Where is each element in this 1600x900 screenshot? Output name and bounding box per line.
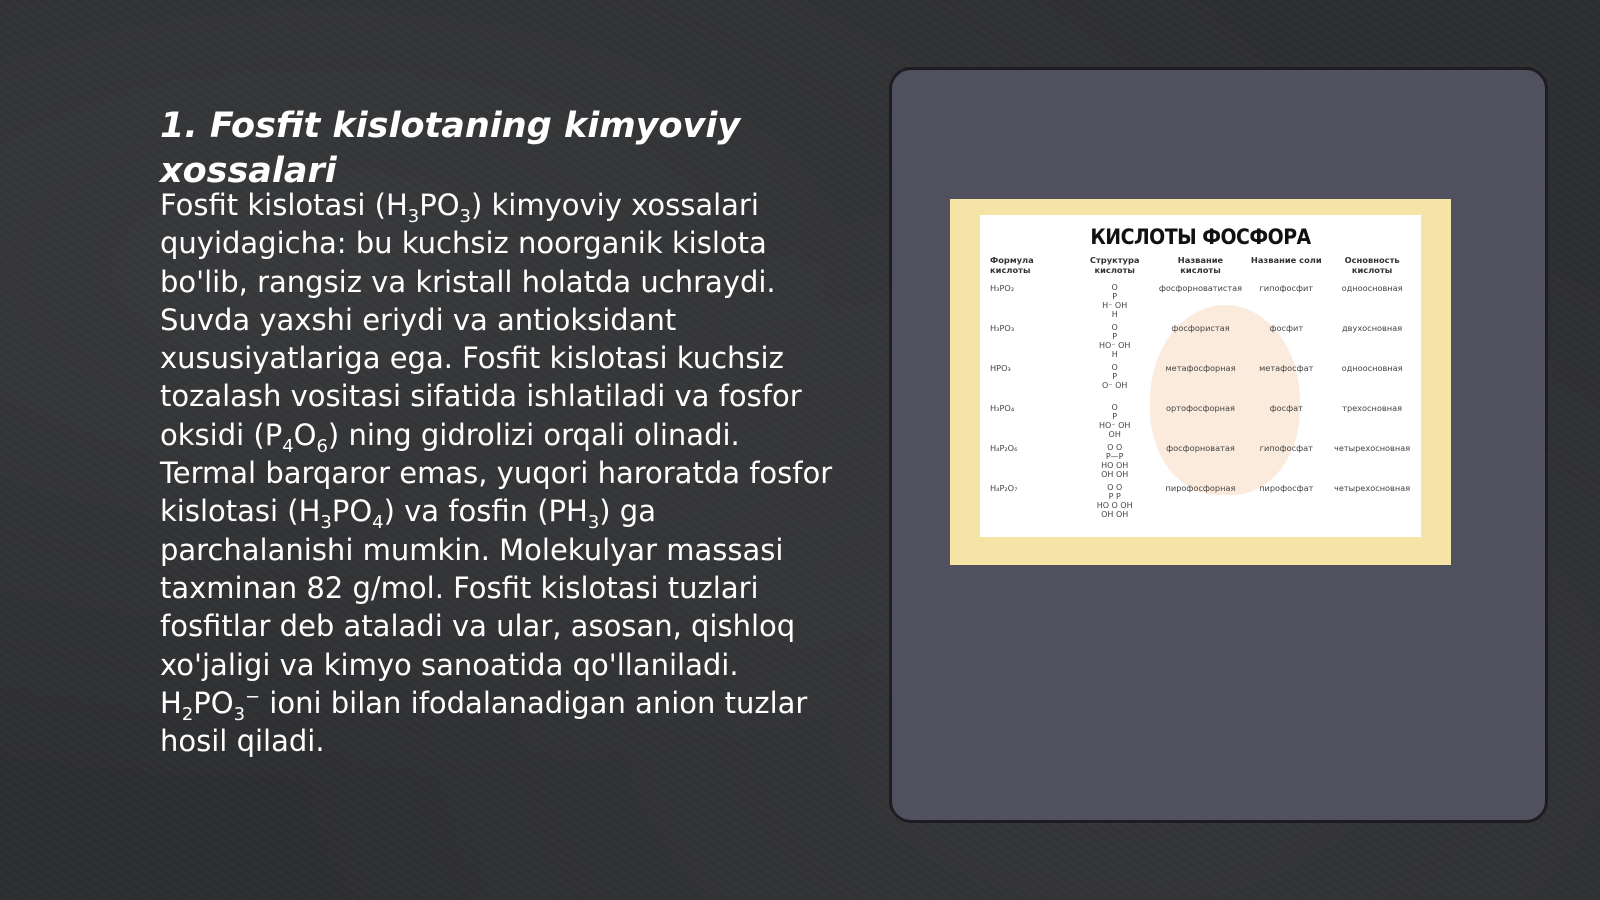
subscript: 2	[181, 703, 194, 725]
structure-cell	[1072, 483, 1158, 519]
acids-table	[986, 255, 1415, 519]
structure-line: P P	[1108, 492, 1121, 501]
structure-line: H⁻ OH	[1102, 301, 1128, 310]
formula-cell: H₃PO₃	[990, 323, 1015, 333]
acid-name-cell: фосфористая	[1171, 323, 1230, 333]
table-row	[986, 483, 1415, 519]
basicity-cell: четырехосновная	[1334, 483, 1411, 493]
structure-line: O	[1111, 363, 1118, 372]
structure-line: O	[1111, 283, 1118, 292]
subscript: 3	[459, 205, 471, 227]
salt-name-cell: гипофосфат	[1259, 443, 1313, 453]
subscript: 3	[407, 205, 420, 227]
basicity-cell: одноосновная	[1341, 363, 1403, 373]
header-formula: Формула кислоты	[990, 255, 1034, 275]
phosphorus-acids-image	[950, 199, 1451, 565]
header-acid-name: Название кислоты	[1177, 255, 1224, 275]
salt-name-cell: гипофосфит	[1259, 283, 1314, 293]
formula-cell: H₄P₂O₆	[990, 443, 1018, 453]
acid-name-cell: пирофосфорная	[1165, 483, 1236, 493]
body-text-run: PO	[331, 494, 373, 529]
acid-name-cell: ортофосфорная	[1165, 403, 1235, 413]
table-row	[986, 443, 1415, 483]
structure-cell	[1072, 323, 1158, 363]
basicity-cell: одноосновная	[1341, 283, 1403, 293]
structure-line: O	[1111, 403, 1118, 412]
acids-table-sheet	[980, 215, 1421, 537]
structure-line: HO OH	[1101, 461, 1129, 470]
structure-line: O O	[1107, 483, 1123, 492]
body-text-run: ioni bilan ifodalanadigan anion tuzlar hosil qiladi.	[160, 685, 808, 759]
slide-title: 1. Fosfit kislotaning kimyoviy xossalari	[160, 106, 741, 191]
structure-cell	[1072, 443, 1158, 483]
structure-line: OH OH	[1101, 510, 1129, 519]
structure-line: H	[1111, 310, 1118, 319]
header-basicity: Основность кислоты	[1344, 255, 1400, 275]
basicity-cell: четырехосновная	[1334, 443, 1411, 453]
salt-name-cell: фосфат	[1269, 403, 1303, 413]
formula-cell: H₃PO₄	[990, 403, 1015, 413]
structure-line: HO O OH	[1096, 501, 1133, 510]
structure-line: OH	[1108, 430, 1121, 439]
structure-line: O⁻ OH	[1102, 381, 1128, 390]
subscript: 6	[316, 435, 328, 457]
structure-line: P	[1112, 332, 1118, 341]
table-row	[986, 363, 1415, 403]
structure-cell	[1072, 403, 1158, 443]
structure-line: O	[1111, 323, 1118, 332]
structure-line: P	[1112, 372, 1118, 381]
structure-line: HO⁻ OH	[1099, 421, 1131, 430]
acids-table-title: КИСЛОТЫ ФОСФОРА	[1090, 225, 1311, 249]
header-structure: Структура кислоты	[1089, 255, 1140, 275]
structure-line: H	[1111, 350, 1118, 359]
structure-line: OH OH	[1101, 470, 1129, 479]
acid-name-cell: фосфорноватистая	[1158, 283, 1243, 293]
structure-line: O O	[1107, 443, 1123, 452]
salt-name-cell: фосфит	[1269, 323, 1304, 333]
subscript: 3	[587, 512, 600, 534]
acid-name-cell: метафосфорная	[1165, 363, 1236, 373]
subscript: 4	[372, 512, 384, 534]
structure-cell	[1072, 283, 1158, 323]
table-row	[986, 403, 1415, 443]
superscript: −	[245, 686, 261, 708]
formula-cell: H₄P₂O₇	[990, 483, 1018, 493]
table-row	[986, 323, 1415, 363]
body-text-run: ) ning gidrolizi orqali olinadi. Termal barqaror emas, yuqori haroratda fosfor kislotasi (H	[160, 417, 833, 529]
subscript: 3	[320, 512, 332, 534]
formula-cell: HPO₃	[990, 363, 1011, 373]
header-salt-name: Название соли	[1250, 255, 1322, 265]
acids-table-header-row	[986, 255, 1415, 283]
formula-cell: H₃PO₂	[990, 283, 1015, 293]
body-text-run: PO	[419, 188, 460, 222]
salt-name-cell: пирофосфат	[1259, 483, 1314, 493]
structure-line: P—P	[1105, 452, 1124, 461]
subscript: 3	[233, 703, 246, 725]
body-text-run: O	[293, 417, 317, 452]
table-row	[986, 283, 1415, 323]
subscript: 4	[282, 435, 294, 457]
basicity-cell: трехосновная	[1342, 403, 1403, 413]
body-text-run: Fosfit kislotasi (H	[160, 188, 408, 222]
body-text-run: ) kimyoviy xossalari quyidagicha: bu kuchsiz noorganik kislota bo'lib, rangsiz va kristall holatda uchraydi. Suvda yaxshi eriydi va antioksidant xususiyatlariga ega. Fosfit kislotasi kuchsiz tozalash vositasi sifatida ishlatiladi va fosfor oksidi (P	[160, 188, 802, 452]
body-text-run: ) va fosfin (PH	[383, 494, 588, 529]
acid-name-cell: фосфорноватая	[1166, 443, 1235, 453]
body-text-run: ) ga parchalanishi mumkin. Molekulyar massasi taxminan 82 g/mol. Fosfit kislotasi tuzlari fosfitlar deb ataladi va ular, asosan, qishloq xo'jaligi va kimyo sanoatida qo'llaniladi. H	[160, 494, 796, 720]
structure-line: P	[1112, 412, 1118, 421]
body-text-run: PO	[193, 685, 234, 720]
structure-line: P	[1112, 292, 1118, 301]
basicity-cell: двухосновная	[1342, 323, 1403, 333]
salt-name-cell: метафосфат	[1259, 363, 1314, 373]
body-paragraph	[160, 186, 840, 760]
structure-line: HO⁻ OH	[1099, 341, 1131, 350]
structure-cell	[1072, 363, 1158, 403]
